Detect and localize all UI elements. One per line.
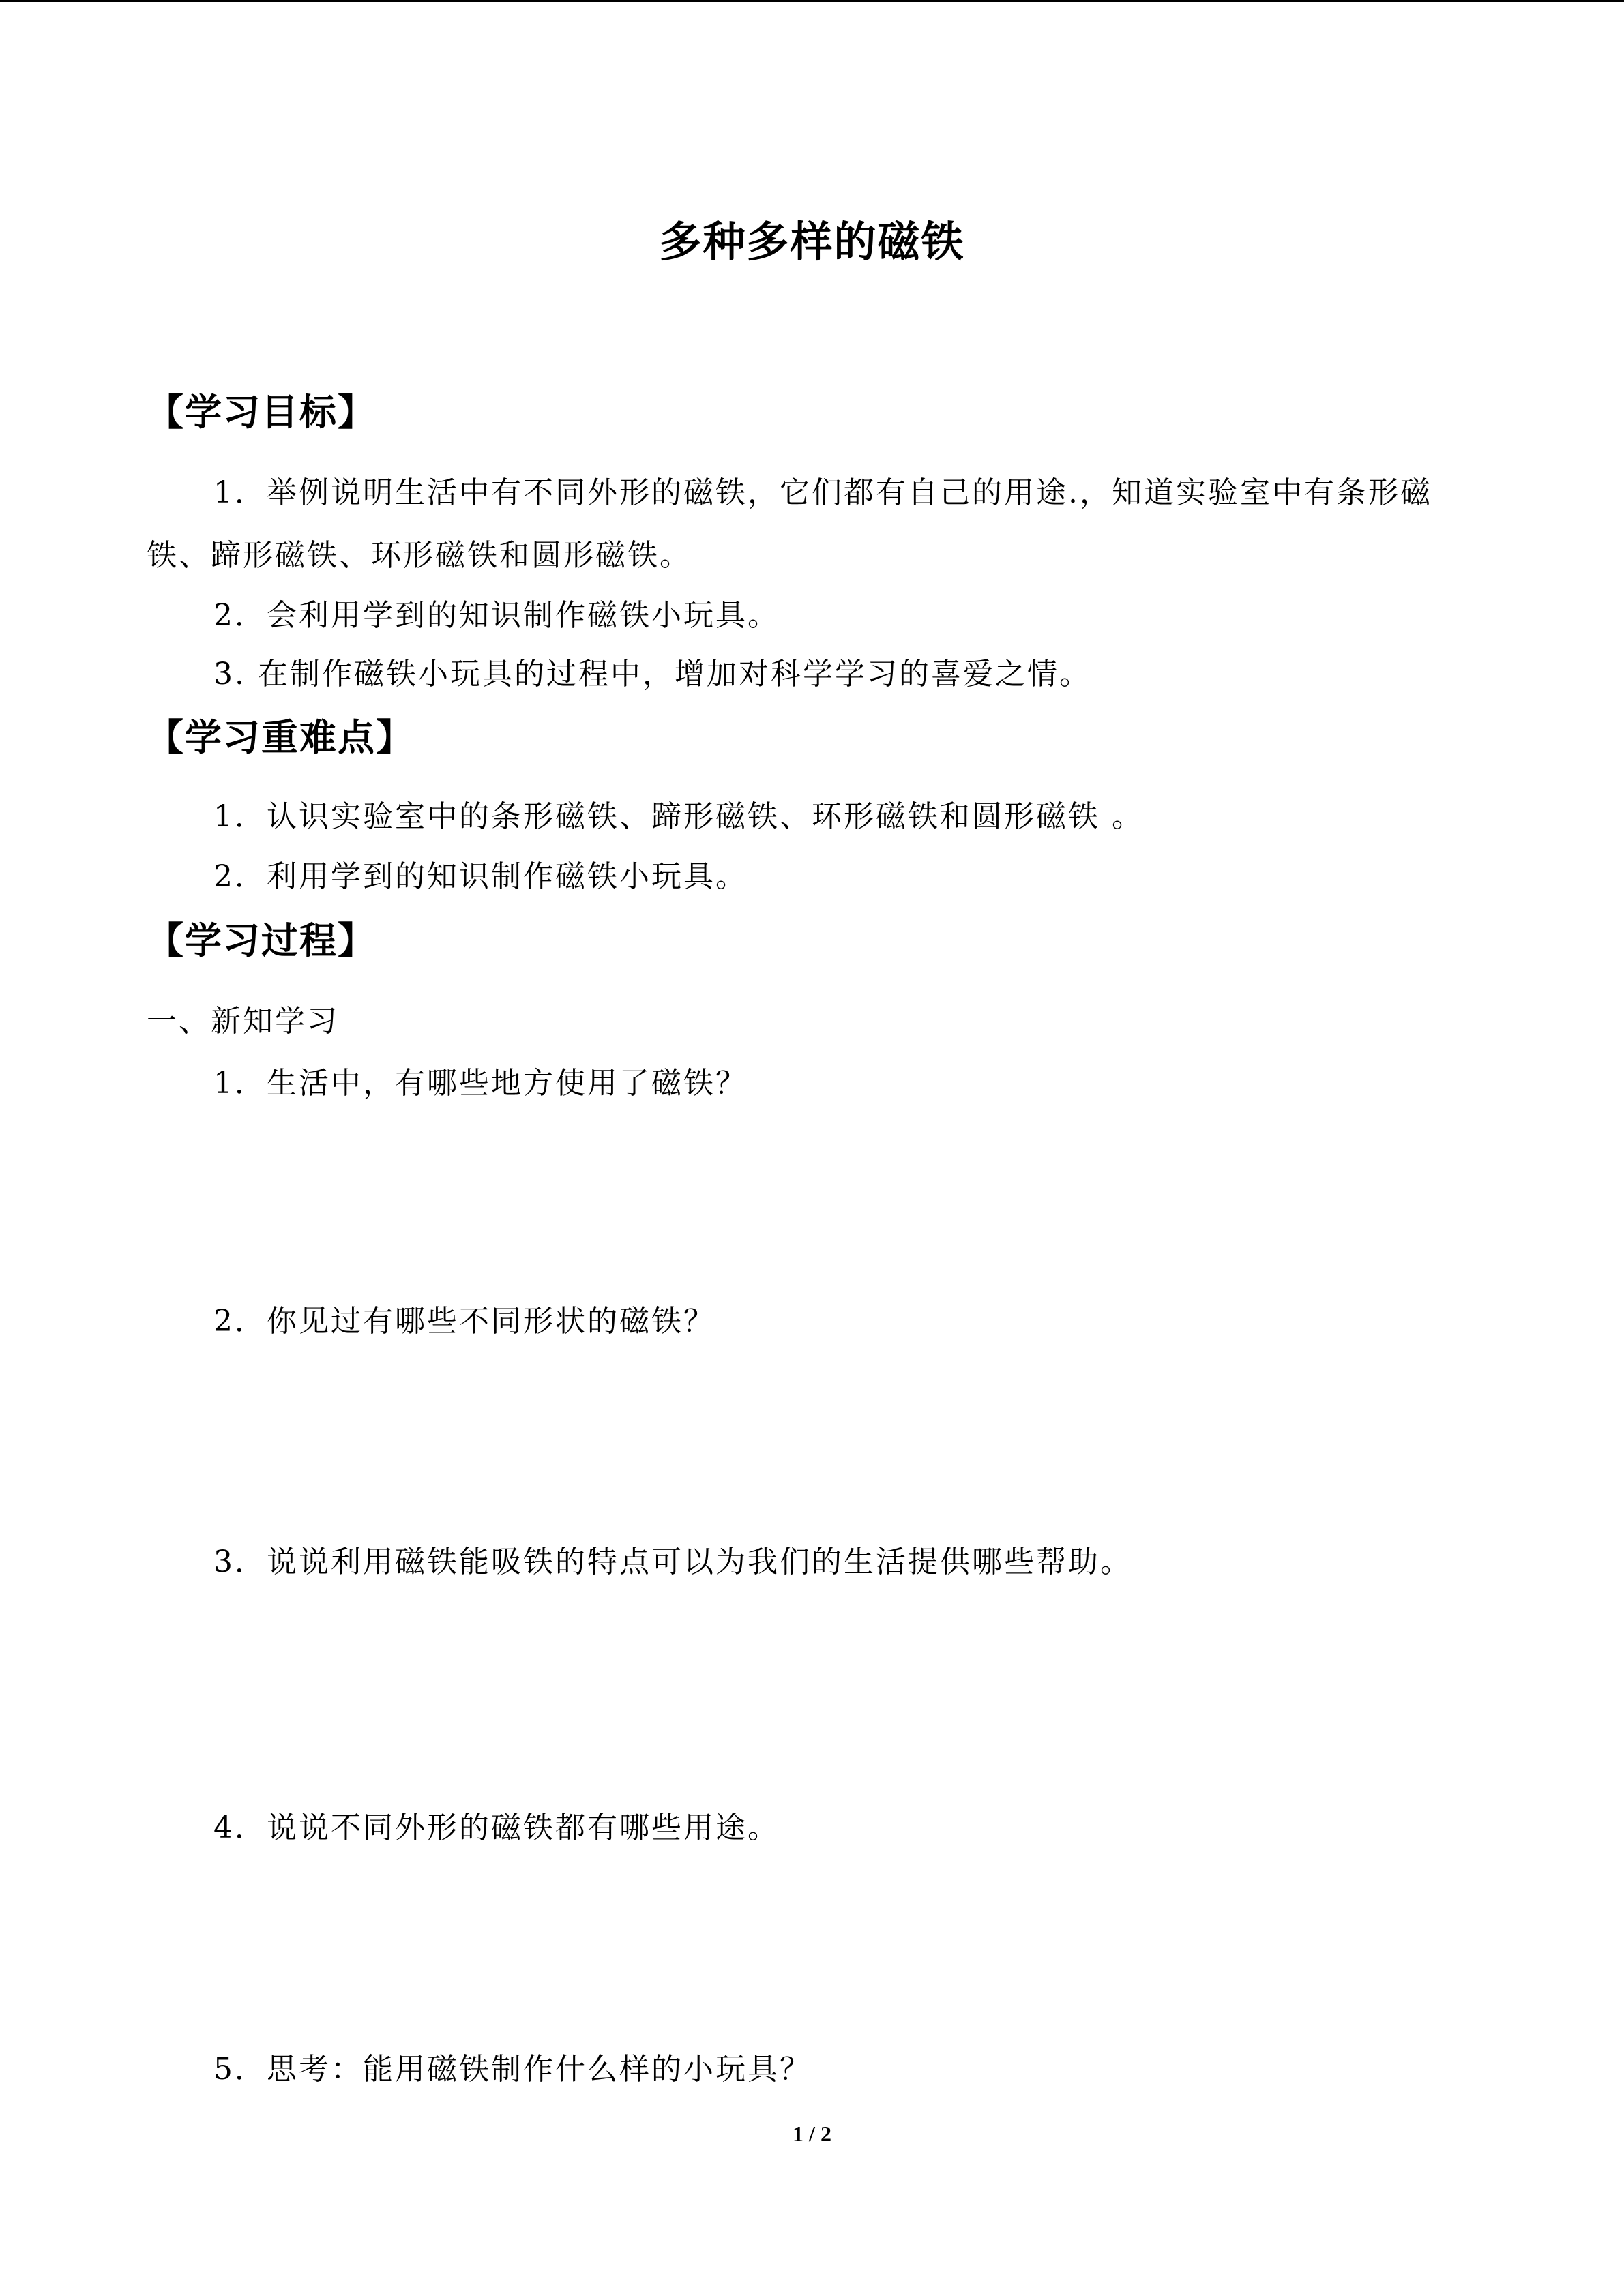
subheading-new-knowledge: 一、新知学习 <box>147 1004 339 1039</box>
goal-item-3: 3. 在制作磁铁小玩具的过程中，增加对科学学习的喜爱之情。 <box>213 657 1091 691</box>
goal-item-1: 1．举例说明生活中有不同外形的磁铁，它们都有自己的用途.，知道实验室中有条形磁铁、蹄形磁铁、环形磁铁和圆形磁铁。 <box>147 475 1432 573</box>
question-2: 2．你见过有哪些不同形状的磁铁？ <box>213 1304 715 1339</box>
heading-learning-goals: 【学习目标】 <box>147 391 376 434</box>
key-point-item-2: 2．利用学到的知识制作磁铁小玩具。 <box>213 859 748 894</box>
question-1: 1．生活中，有哪些地方使用了磁铁？ <box>213 1066 748 1101</box>
key-point-item-1: 1．认识实验室中的条形磁铁、蹄形磁铁、环形磁铁和圆形磁铁 。 <box>213 799 1144 834</box>
page-number: 1 / 2 <box>793 2121 831 2146</box>
page-title: 多种多样的磁铁 <box>659 217 965 267</box>
heading-key-points: 【学习重难点】 <box>147 716 414 759</box>
question-4: 4．说说不同外形的磁铁都有哪些用途。 <box>213 1810 780 1845</box>
heading-learning-process: 【学习过程】 <box>147 919 376 962</box>
question-5: 5．思考：能用磁铁制作什么样的小玩具？ <box>213 2052 812 2087</box>
question-3: 3．说说利用磁铁能吸铁的特点可以为我们的生活提供哪些帮助。 <box>213 1545 1132 1579</box>
goal-item-2: 2．会利用学到的知识制作磁铁小玩具。 <box>213 598 780 633</box>
